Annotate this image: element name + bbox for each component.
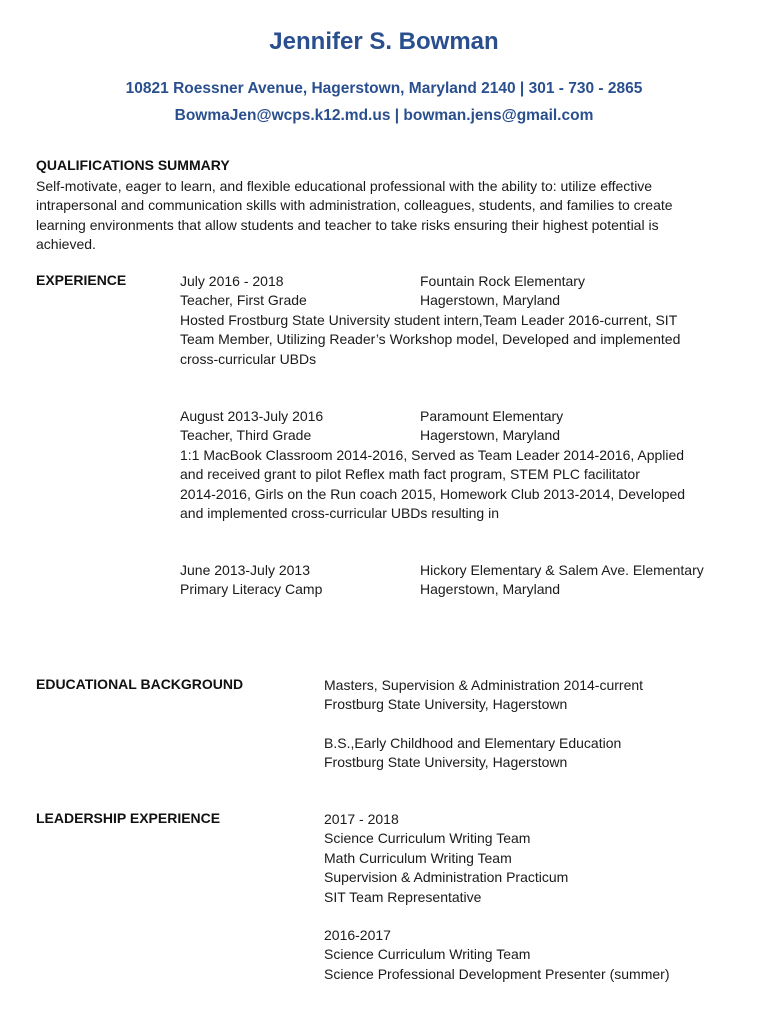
job-2-school-location <box>420 407 563 446</box>
job-title: Teacher, First Grade <box>180 292 307 309</box>
job-location: Hagerstown, Maryland <box>420 292 561 309</box>
summary-line: achieved. <box>36 236 96 253</box>
job-title: Teacher, Third Grade <box>180 427 312 444</box>
summary-line: intrapersonal and communication skills with administration, colleagues, students, and families to create <box>36 197 673 214</box>
job-detail-line: and implemented cross-curricular UBDs resulting in <box>180 505 500 522</box>
job-school: Paramount Elementary <box>420 408 564 424</box>
education-degree: B.S.,Early Childhood and Elementary Education <box>324 735 622 751</box>
education-school: Frostburg State University, Hagerstown <box>324 696 568 713</box>
leadership-year: 2017 - 2018 <box>324 811 399 827</box>
leadership-item: Math Curriculum Writing Team <box>324 849 512 866</box>
contact-address-phone: 10821 Roessner Avenue, Hagerstown, Maryland 2140 | 301 - 730 - 2865 <box>125 80 643 97</box>
leadership-year: 2016-2017 <box>324 927 391 943</box>
education-school: Frostburg State University, Hagerstown <box>324 754 568 771</box>
education-entry-1 <box>324 676 643 715</box>
education-degree: Masters, Supervision & Administration 2014-current <box>324 677 644 693</box>
job-1-dates-title <box>180 272 307 311</box>
job-1-school-location <box>420 272 585 311</box>
job-1-details <box>180 311 680 369</box>
leadership-item: Science Professional Development Presenter (summer) <box>324 965 670 982</box>
education-entry-2 <box>324 734 621 773</box>
summary-line: Self-motivate, eager to learn, and flexible educational professional with the ability to: utilize effective <box>36 178 653 194</box>
job-detail-line: 1:1 MacBook Classroom 2014-2016, Served as Team Leader 2014-2016, Applied <box>180 447 685 463</box>
experience-heading: EXPERIENCE <box>36 272 127 288</box>
leadership-group-1 <box>324 810 568 907</box>
leadership-item: Supervision & Administration Practicum <box>324 869 569 886</box>
leadership-item: Science Curriculum Writing Team <box>324 830 531 847</box>
job-detail-line: Hosted Frostburg State University student intern,Team Leader 2016-current, SIT <box>180 312 678 328</box>
qualifications-summary <box>36 177 736 255</box>
job-dates: July 2016 - 2018 <box>180 273 284 289</box>
contact-emails: BowmaJen@wcps.k12.md.us | bowman.jens@gmail.com <box>174 107 594 124</box>
job-school: Hickory Elementary & Salem Ave. Elementary <box>420 562 704 578</box>
summary-line: learning environments that allow students and teacher to take risks ensuring their highest potential is <box>36 216 659 233</box>
job-detail-line: Team Member, Utilizing Reader’s Workshop model, Developed and implemented <box>180 331 681 348</box>
job-location: Hagerstown, Maryland <box>420 581 561 598</box>
job-title: Primary Literacy Camp <box>180 581 323 598</box>
job-dates: June 2013-July 2013 <box>180 562 310 578</box>
job-detail-line: and received grant to pilot Reflex math fact program, STEM PLC facilitator <box>180 466 640 483</box>
job-location: Hagerstown, Maryland <box>420 427 561 444</box>
job-dates: August 2013-July 2016 <box>180 408 324 424</box>
job-school: Fountain Rock Elementary <box>420 273 585 289</box>
job-detail-line: cross-curricular UBDs <box>180 350 317 367</box>
education-heading: EDUCATIONAL BACKGROUND <box>36 676 244 692</box>
job-3-dates-title <box>180 561 322 600</box>
job-3-school-location <box>420 561 704 600</box>
job-detail-line: 2014-2016, Girls on the Run coach 2015, Homework Club 2013-2014, Developed <box>180 485 686 502</box>
candidate-name: Jennifer S. Bowman <box>269 28 499 55</box>
job-2-details <box>180 446 685 524</box>
leadership-group-2 <box>324 926 669 984</box>
leadership-item: SIT Team Representative <box>324 888 482 905</box>
qualifications-heading: QUALIFICATIONS SUMMARY <box>36 157 230 173</box>
leadership-item: Science Curriculum Writing Team <box>324 946 531 963</box>
leadership-heading: LEADERSHIP EXPERIENCE <box>36 810 221 826</box>
job-2-dates-title <box>180 407 323 446</box>
